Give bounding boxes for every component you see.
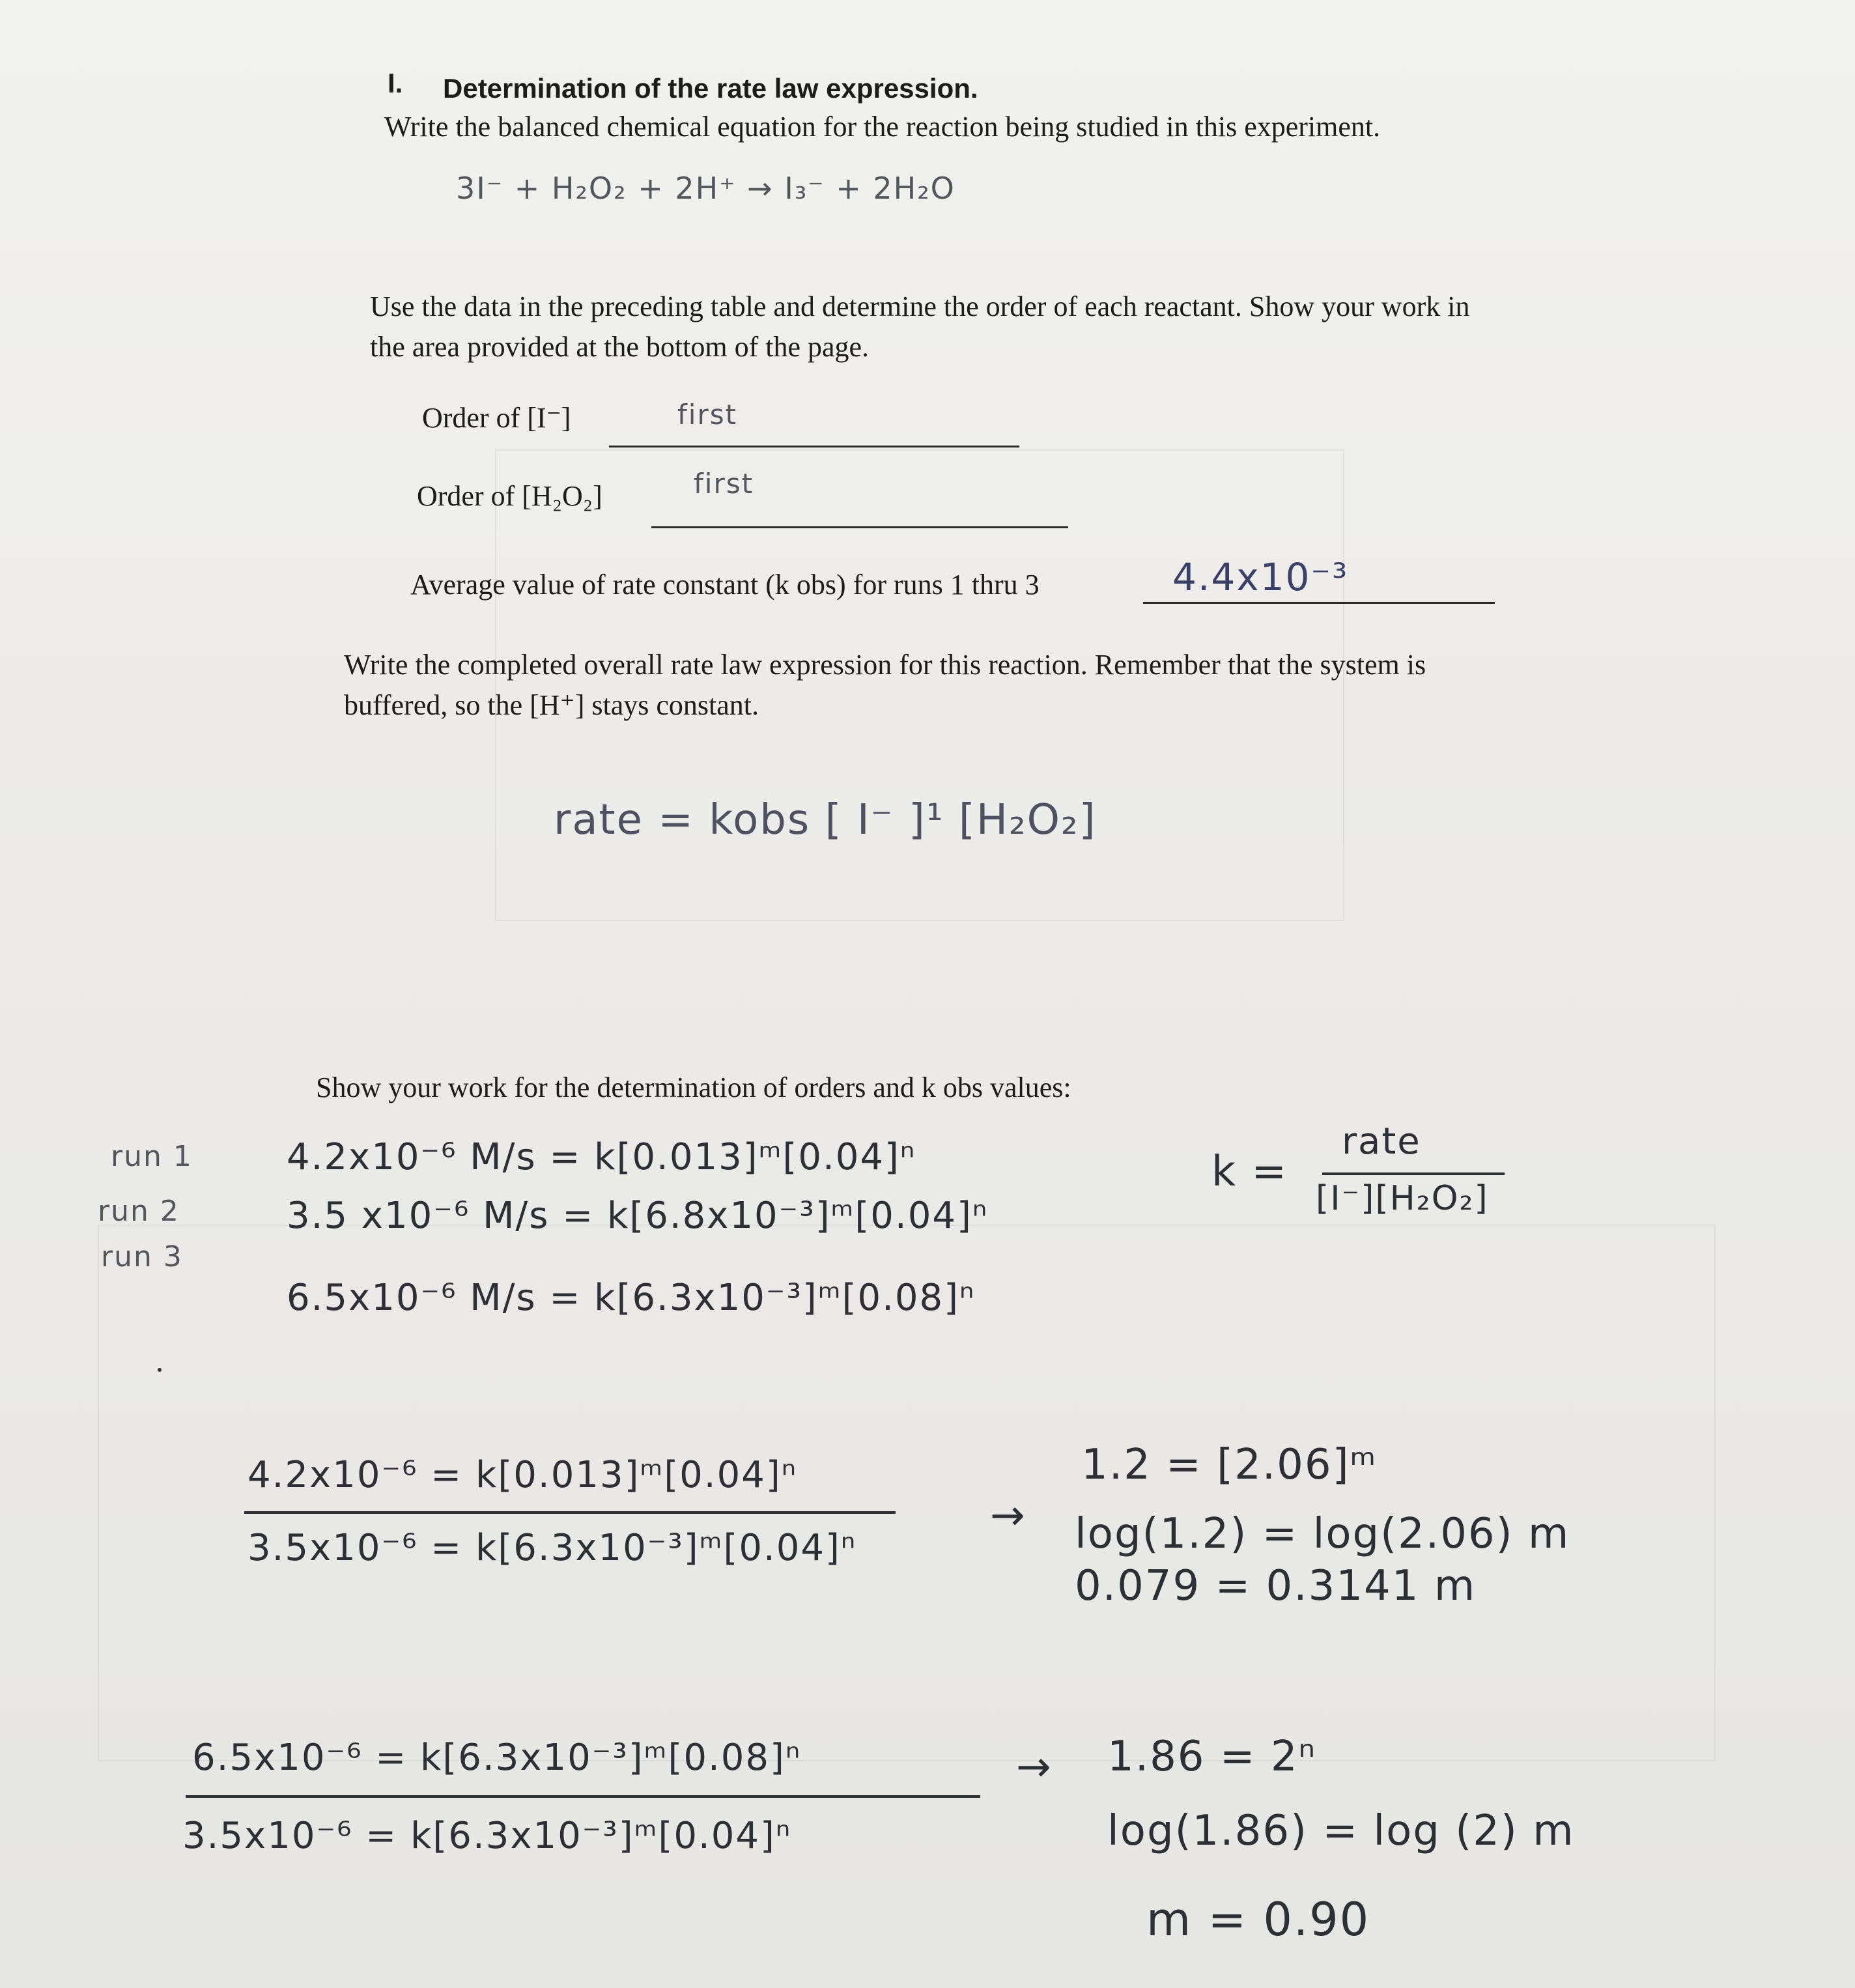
run-equation-3: 6.5x10⁻⁶ M/s = k[6.3x10⁻³]ᵐ[0.08]ⁿ — [287, 1277, 976, 1319]
question-orders: Use the data in the preceding table and determine the order of each reactant. Show your work in the area provided at the bottom of the page. — [370, 291, 1470, 363]
answer-ratelaw[interactable]: rate = kobs [ I⁻ ]¹ [H₂O₂] — [554, 796, 1097, 844]
show-work-heading: Show your work for the determination of orders and k obs values: — [316, 1072, 1071, 1103]
run-equation-2: 3.5 x10⁻⁶ M/s = k[6.8x10⁻³]ᵐ[0.04]ⁿ — [287, 1195, 989, 1237]
k-formula-numerator: rate — [1342, 1120, 1421, 1163]
section-number: I. — [388, 68, 403, 98]
ratio2-numerator: 6.5x10⁻⁶ = k[6.3x10⁻³]ᵐ[0.08]ⁿ — [192, 1737, 802, 1779]
run-label-1: run 1 — [111, 1140, 193, 1173]
ratio1-denominator: 3.5x10⁻⁶ = k[6.3x10⁻³]ᵐ[0.04]ⁿ — [248, 1527, 857, 1569]
ratio1-bar — [244, 1511, 896, 1514]
ratio2-step-1: 1.86 = 2ⁿ — [1107, 1733, 1317, 1781]
answer-equation[interactable]: 3I⁻ + H₂O₂ + 2H⁺ → I₃⁻ + 2H₂O — [456, 171, 956, 206]
k-formula-lhs: k = — [1211, 1148, 1288, 1196]
order-h2o2-blank[interactable] — [651, 526, 1068, 528]
ratio2-arrow: → — [1016, 1743, 1053, 1791]
k-formula-denominator: [I⁻][H₂O₂] — [1316, 1179, 1489, 1218]
avg-k-blank[interactable] — [1143, 602, 1495, 604]
order-iodide-blank[interactable] — [609, 446, 1019, 447]
ratio2-bar — [186, 1795, 980, 1798]
ratio1-arrow: → — [990, 1492, 1027, 1540]
section-title: Determination of the rate law expression. — [443, 73, 978, 104]
order-iodide-answer[interactable]: first — [677, 399, 738, 431]
ratio1-step-2: log(1.2) = log(2.06) m — [1075, 1510, 1570, 1558]
ratio2-step-3: m = 0.90 — [1146, 1893, 1370, 1946]
question-equation: Write the balanced chemical equation for the reaction being studied in this experiment. — [384, 111, 1381, 143]
avg-k-label: Average value of rate constant (k obs) for runs 1 thru 3 — [410, 569, 1040, 601]
avg-k-answer[interactable]: 4.4x10⁻³ — [1172, 555, 1349, 599]
run-equation-1: 4.2x10⁻⁶ M/s = k[0.013]ᵐ[0.04]ⁿ — [287, 1136, 916, 1178]
run-label-3: run 3 — [101, 1240, 183, 1273]
pen-dot — [158, 1368, 162, 1372]
question-ratelaw: Write the completed overall rate law expression for this reaction. Remember that the system is buffered, so the [H⁺] stays constant. — [344, 649, 1426, 721]
ratio1-numerator: 4.2x10⁻⁶ = k[0.013]ᵐ[0.04]ⁿ — [248, 1454, 798, 1496]
ratio1-step-1: 1.2 = [2.06]ᵐ — [1081, 1441, 1378, 1489]
ratio1-step-3: 0.079 = 0.3141 m — [1075, 1562, 1477, 1610]
order-h2o2-label: Order of [H₂O₂] — [417, 480, 602, 512]
order-h2o2-answer[interactable]: first — [694, 468, 754, 500]
order-iodide-label: Order of [I⁻] — [422, 402, 571, 434]
run-label-2: run 2 — [98, 1195, 180, 1228]
ratio2-denominator: 3.5x10⁻⁶ = k[6.3x10⁻³]ᵐ[0.04]ⁿ — [182, 1815, 792, 1857]
ratio2-step-2: log(1.86) = log (2) m — [1107, 1807, 1575, 1855]
k-formula-bar — [1322, 1172, 1505, 1175]
